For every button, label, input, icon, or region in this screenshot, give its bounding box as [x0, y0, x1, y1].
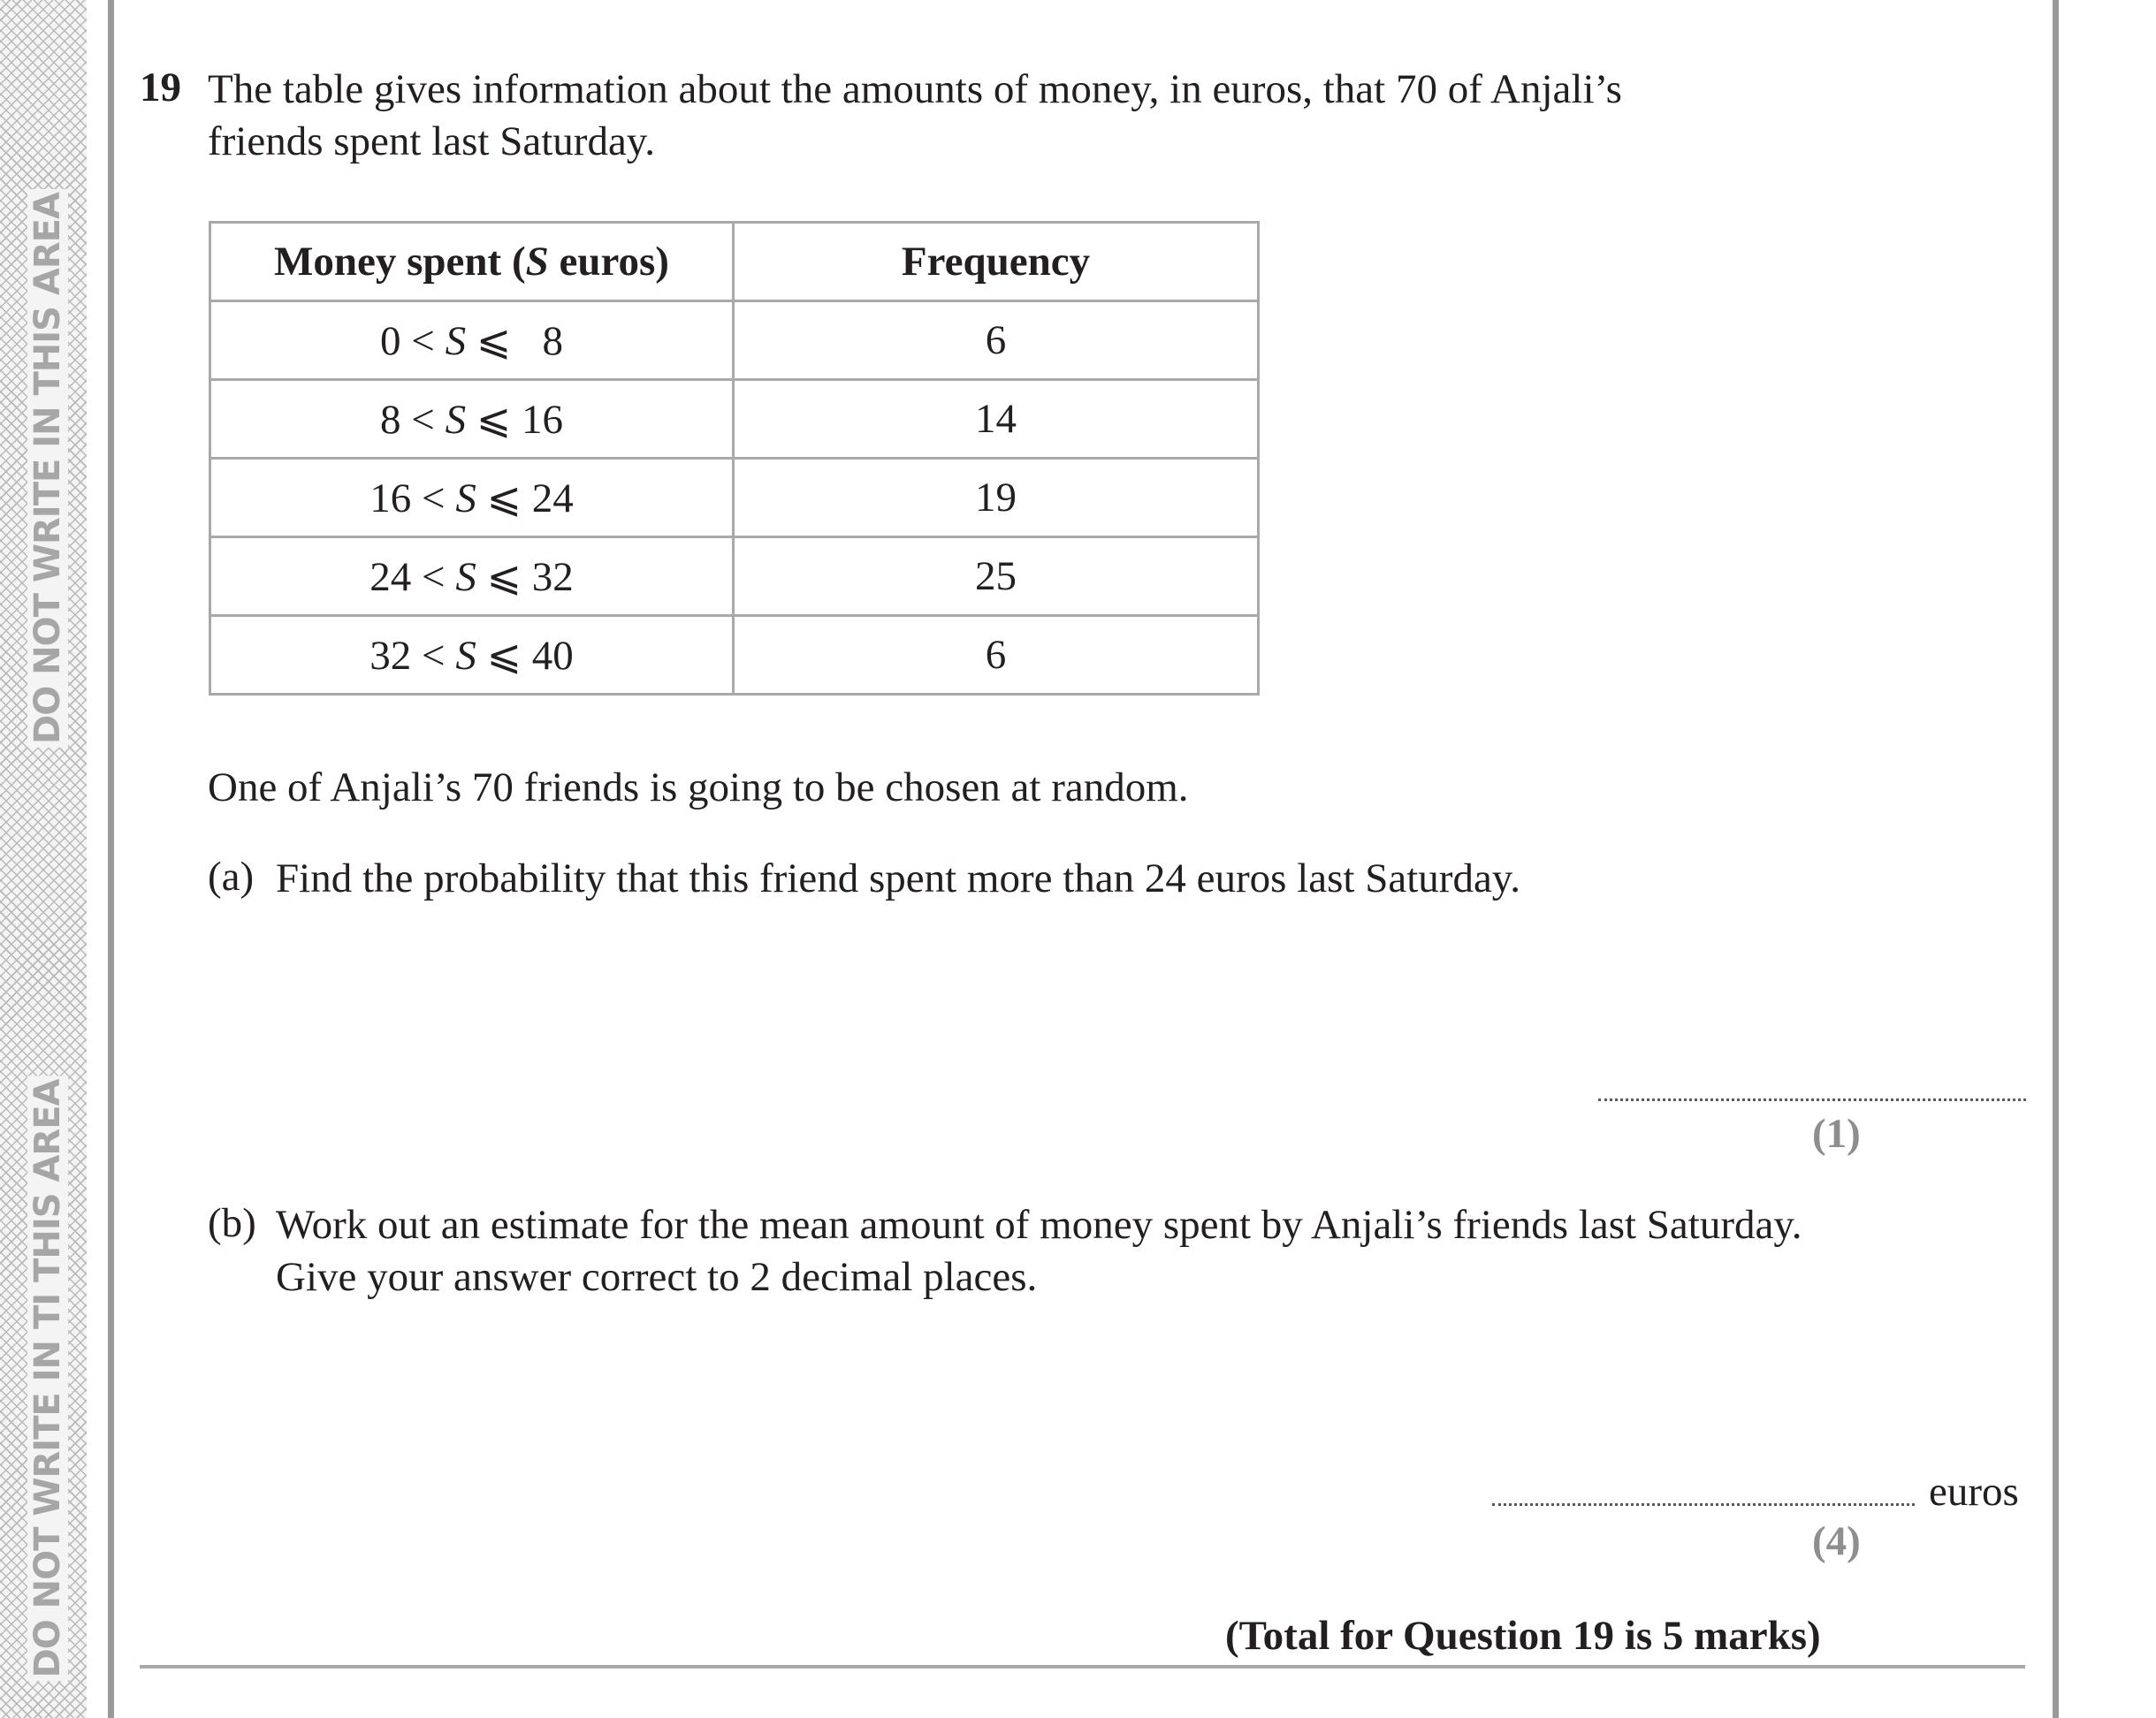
header-money-spent: Money spent (S euros)	[210, 223, 734, 301]
variable-s: S	[525, 239, 549, 285]
part-b-text	[276, 1199, 1802, 1304]
table-row	[210, 301, 1259, 380]
frequency-value: 19	[734, 459, 1259, 537]
part-a-label: (a)	[208, 854, 255, 900]
part-b-unit: euros	[1929, 1469, 2019, 1515]
frequency-table	[209, 221, 1260, 696]
margin-border-left	[108, 0, 114, 1718]
random-choice-statement: One of Anjali’s 70 friends is going to be chosen at random.	[208, 764, 1189, 810]
header-frequency: Frequency	[734, 223, 1259, 301]
part-b-line: Work out an estimate for the mean amount of money spent by Anjali’s friends last Saturday.	[276, 1202, 1802, 1248]
class-interval: 0 < S ⩽ 8	[210, 301, 734, 380]
margin-warning-lower: DO NOT WRITE IN TI THIS AREA	[27, 1076, 68, 1682]
question-number: 19	[140, 65, 181, 110]
frequency-value: 6	[734, 616, 1259, 695]
table-row	[210, 616, 1259, 695]
class-interval: 8 < S ⩽ 16	[210, 380, 734, 459]
table-row	[210, 537, 1259, 616]
class-interval: 32 < S ⩽ 40	[210, 616, 734, 695]
frequency-value: 6	[734, 301, 1259, 380]
class-interval: 24 < S ⩽ 32	[210, 537, 734, 616]
stem-line: friends spent last Saturday.	[208, 118, 656, 164]
margin-border-right	[2053, 0, 2059, 1718]
part-b-answer-line[interactable]	[1492, 1503, 1915, 1506]
part-b-marks: (4)	[1812, 1518, 1861, 1564]
table-row	[210, 459, 1259, 537]
part-a-answer-line[interactable]	[1598, 1098, 2026, 1101]
right-margin	[2059, 0, 2156, 1718]
stem-line: The table gives information about the amounts of money, in euros, that 70 of Anjali’s	[208, 66, 1622, 112]
question-stem	[208, 64, 1781, 168]
margin-warning-upper: DO NOT WRITE IN THIS AREA	[27, 189, 68, 748]
frequency-value: 14	[734, 380, 1259, 459]
part-a-text: Find the probability that this friend spent more than 24 euros last Saturday.	[276, 855, 1521, 901]
question-total: (Total for Question 19 is 5 marks)	[1225, 1613, 1821, 1659]
table-header-row	[210, 223, 1259, 301]
part-b-label: (b)	[208, 1200, 256, 1246]
table-row	[210, 380, 1259, 459]
class-interval: 16 < S ⩽ 24	[210, 459, 734, 537]
part-b-line: Give your answer correct to 2 decimal places.	[276, 1254, 1038, 1300]
part-a-marks: (1)	[1812, 1111, 1861, 1157]
question-end-rule	[140, 1665, 2025, 1669]
frequency-value: 25	[734, 537, 1259, 616]
